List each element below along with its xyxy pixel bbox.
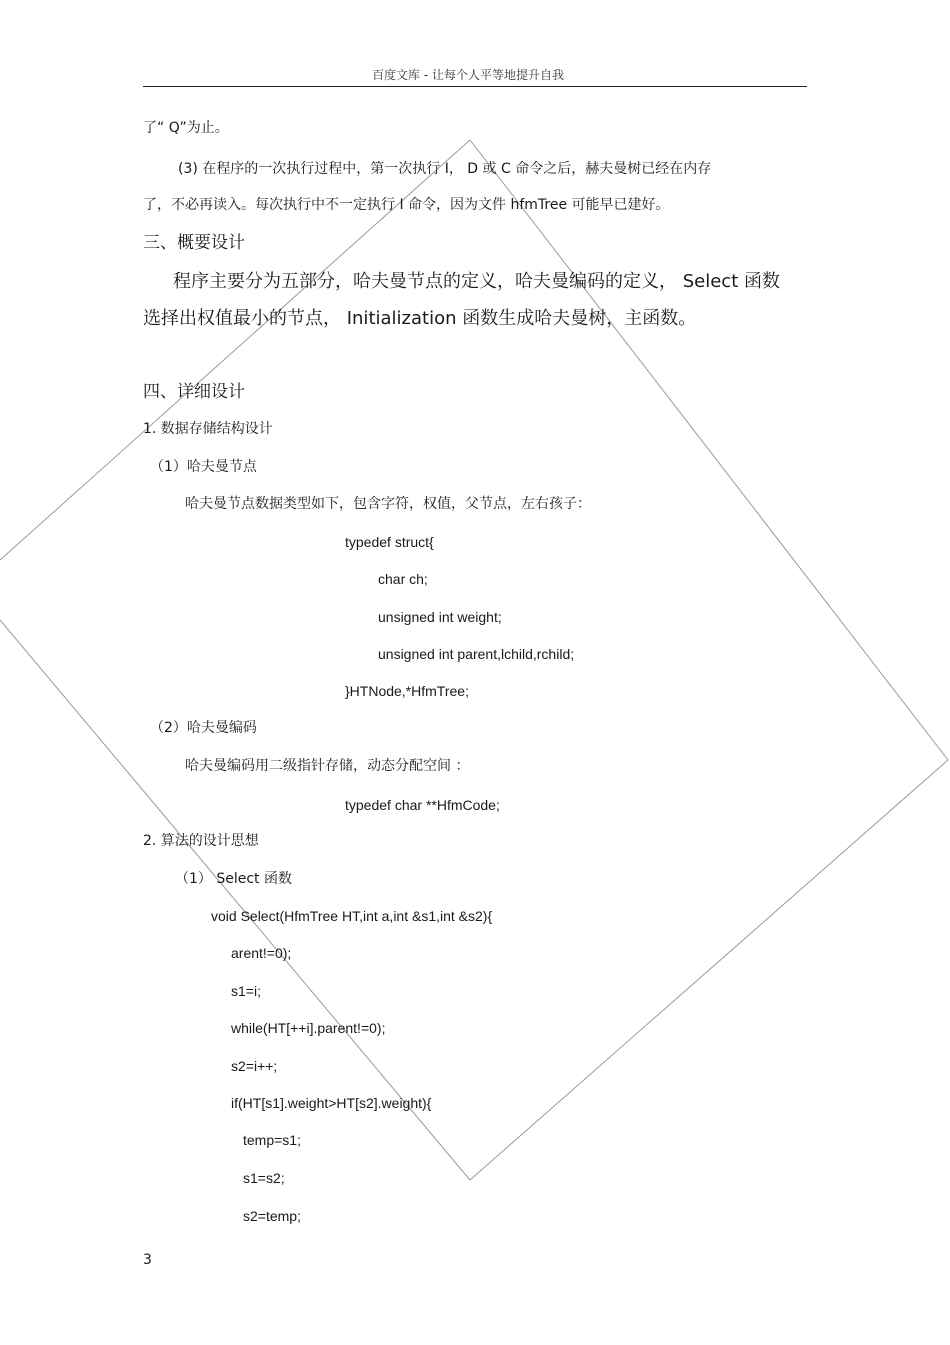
code-line: unsigned int parent,lchild,rchild;: [378, 646, 575, 662]
code-line: unsigned int weight;: [378, 609, 502, 625]
code-line: s2=i++;: [231, 1058, 278, 1074]
code-line: char ch;: [378, 571, 428, 587]
code-line: }HTNode,*HfmTree;: [345, 683, 469, 699]
header-rule: [143, 86, 807, 87]
code-line: while(HT[++i].parent!=0);: [231, 1020, 386, 1036]
page-number: 3: [143, 1252, 152, 1268]
subsection-heading: 2. 算法的设计思想: [143, 833, 259, 849]
code-line: temp=s1;: [243, 1132, 301, 1148]
text-line: 哈夫曼编码用二级指针存储，动态分配空间 ：: [185, 758, 470, 774]
subsection-heading: （1） Select 函数: [175, 871, 292, 887]
text-line: 了“ Q”为止。: [143, 120, 229, 136]
subsection-heading: （2）哈夫曼编码: [150, 720, 257, 736]
section-heading: 四、详细设计: [143, 382, 245, 402]
text-line: (3) 在程序的一次执行过程中，第一次执行 I， D 或 C 命令之后，赫夫曼树已经在内存: [178, 161, 712, 177]
code-line: if(HT[s1].weight>HT[s2].weight){: [231, 1095, 432, 1111]
text-line: 了，不必再读入。每次执行中不一定执行 I 命令，因为文件 hfmTree 可能早已建好。: [143, 197, 670, 213]
code-line: s2=temp;: [243, 1208, 301, 1224]
code-line: typedef struct{: [345, 534, 434, 550]
subsection-heading: 1. 数据存储结构设计: [143, 421, 273, 437]
subsection-heading: （1）哈夫曼节点: [150, 459, 257, 475]
code-line: s1=s2;: [243, 1170, 285, 1186]
paragraph-line: 选择出权值最小的节点， Initialization 函数生成哈夫曼树，主函数。: [143, 308, 697, 329]
page-header: 百度文库 - 让每个人平等地提升自我: [372, 68, 564, 82]
code-line: arent!=0);: [231, 945, 292, 961]
code-line: s1=i;: [231, 983, 261, 999]
code-line: typedef char **HfmCode;: [345, 797, 500, 813]
section-heading: 三、概要设计: [143, 233, 245, 253]
text-line: 哈夫曼节点数据类型如下，包含字符，权值，父节点，左右孩子：: [185, 496, 591, 512]
paragraph-line: 程序主要分为五部分，哈夫曼节点的定义，哈夫曼编码的定义， Select 函数: [173, 271, 780, 292]
code-line: void Select(HfmTree HT,int a,int &s1,int &s2){: [211, 908, 493, 924]
